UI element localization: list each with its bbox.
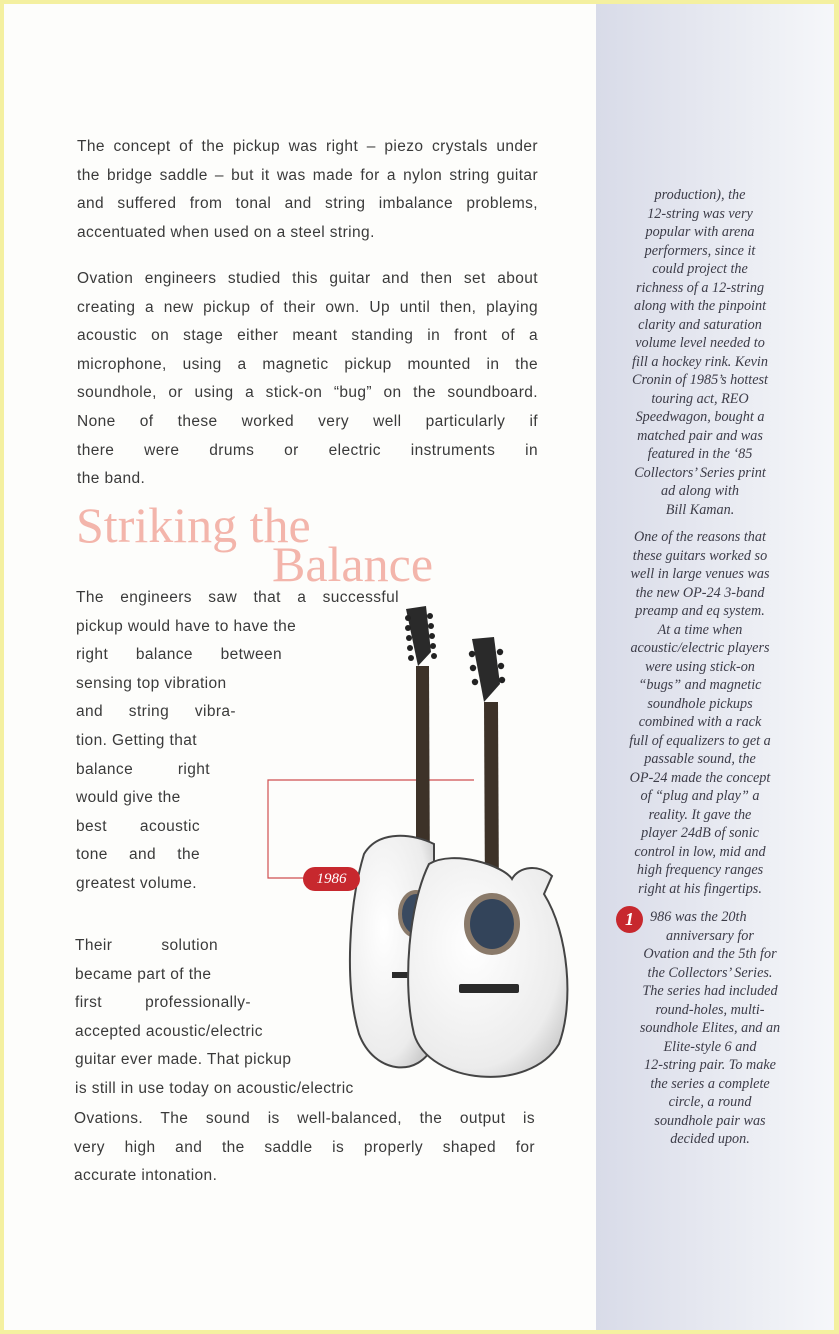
text-line: tone and the [76, 846, 200, 864]
text-line: the series a complete [650, 1075, 770, 1092]
text-line: soundhole pickups [647, 695, 753, 712]
text-line: Elite-style 6 and [663, 1038, 757, 1055]
text-line: player 24dB of sonic [641, 825, 759, 841]
text-line: accentuated when used on a steel string. [77, 223, 375, 241]
drop-numeral: 1 [616, 906, 643, 933]
text-line: fill a hockey rink. Kevin [632, 353, 768, 370]
text-line: The series had included [642, 983, 778, 999]
text-line: right balance between [76, 646, 282, 664]
text-line: sensing top vibration [76, 674, 227, 692]
text-line: microphone, using a magnetic pickup mounted in the [77, 355, 538, 373]
text-line: along with the pinpoint [633, 298, 767, 314]
text-line: acoustic/electric players [630, 640, 770, 656]
sidebar-paragraph-3 [604, 908, 796, 1149]
text-line: featured in the ‘85 [647, 446, 753, 462]
text-line: Ovations. The sound is well-balanced, the output is [74, 1110, 535, 1127]
text-line: tion. Getting that [76, 731, 197, 749]
text-line: could project the [652, 261, 748, 277]
text-line: and string vibra- [76, 703, 236, 721]
text-line: these guitars worked so [632, 547, 768, 564]
text-line: performers, since it [644, 242, 756, 259]
text-line: first professionally- [75, 994, 251, 1012]
text-line: preamp and eq system. [635, 603, 765, 619]
text-line: the bridge saddle – but it was made for a nylon string guitar [77, 166, 538, 184]
text-line: well in large venues was [630, 566, 770, 582]
text-line: combined with a rack [638, 714, 762, 730]
section-heading-line2: Balance [272, 536, 434, 592]
text-line: high frequency ranges [636, 862, 764, 878]
text-line: full of equalizers to get a [629, 732, 771, 749]
text-line: At a time when [657, 621, 743, 638]
text-line: soundhole Elites, and an [639, 1020, 781, 1036]
text-line: richness of a 12-string [635, 279, 765, 296]
text-line: the band. [77, 470, 146, 488]
text-line: the Collectors’ Series. [647, 964, 773, 981]
text-line: 12-string pair. To make [644, 1057, 776, 1073]
text-line: pickup would have to have the [76, 617, 297, 635]
year-badge: 1986 [303, 867, 360, 891]
text-line: creating a new pickup of their own. Up until then, playing [77, 298, 538, 316]
text-line: popular with arena [645, 224, 755, 240]
text-line: would give the [76, 789, 181, 807]
text-line: volume level needed to [635, 335, 765, 351]
sidebar-paragraph-1 [604, 186, 796, 519]
text-line: Collectors’ Series print [634, 464, 766, 481]
text-line: reality. It gave the [648, 806, 752, 823]
section-heading-line1: Striking the [76, 497, 311, 553]
text-line: Ovation and the 5th for [643, 946, 777, 962]
text-line: One of the reasons that [634, 529, 766, 545]
text-line: and suffered from tonal and string imbalance problems, [77, 195, 538, 213]
text-line: The concept of the pickup was right – piezo crystals under [77, 138, 538, 155]
text-line: touring act, REO [651, 390, 749, 407]
text-line: Ovation engineers studied this guitar and then set about [77, 270, 538, 287]
text-line: of “plug and play” a [640, 788, 760, 804]
text-line: production), the [654, 187, 746, 203]
text-line: anniversary for [666, 927, 754, 944]
text-line: is still in use today on acoustic/electric [75, 1079, 354, 1097]
text-line: Cronin of 1985’s hottest [632, 372, 768, 388]
text-line: ad along with [660, 483, 740, 499]
text-line: round-holes, multi- [655, 1001, 765, 1018]
text-line: greatest volume. [76, 874, 197, 892]
text-line: circle, a round [668, 1094, 752, 1110]
text-line: OP-24 made the concept [629, 769, 771, 786]
text-line: passable sound, the [644, 751, 756, 767]
text-line: control in low, mid and [634, 843, 766, 860]
text-line: Their solution [75, 937, 218, 954]
text-line: best acoustic [76, 817, 200, 835]
text-line: became part of the [75, 965, 212, 983]
text-line: accurate intonation. [74, 1167, 218, 1185]
text-line: guitar ever made. That pickup [75, 1051, 292, 1069]
brochure-page [4, 4, 834, 1330]
text-line: Speedwagon, bought a [635, 409, 765, 425]
guitars-illustration [334, 604, 574, 1094]
text-line: acoustic on stage either meant standing in front of a [77, 327, 538, 345]
text-line: balance right [76, 760, 210, 778]
text-line: None of these worked very well particularly if [77, 412, 538, 430]
text-line: very high and the saddle is properly shaped for [74, 1138, 535, 1156]
text-line: Bill Kaman. [665, 501, 735, 518]
text-line: 986 was the 20th [650, 909, 747, 925]
sidebar-text [604, 186, 796, 1149]
text-line: soundhole pair was [654, 1112, 766, 1129]
text-line: clarity and saturation [638, 316, 762, 333]
text-line: the new OP-24 3-band [635, 584, 765, 601]
text-line: right at his fingertips. [638, 880, 762, 897]
text-line: soundhole, or using a stick-on “bug” on the soundboard. [77, 384, 538, 402]
sidebar-paragraph-2 [604, 528, 796, 898]
text-line: The engineers saw that a successful [76, 589, 399, 606]
text-line: accepted acoustic/electric [75, 1022, 263, 1040]
text-line: “bugs” and magnetic [638, 677, 762, 693]
text-line: there were drums or electric instruments in [77, 441, 538, 459]
text-line: 12-string was very [647, 205, 753, 222]
text-line: decided upon. [670, 1131, 750, 1147]
text-line: matched pair and was [637, 427, 763, 444]
text-line: were using stick-on [645, 658, 755, 675]
